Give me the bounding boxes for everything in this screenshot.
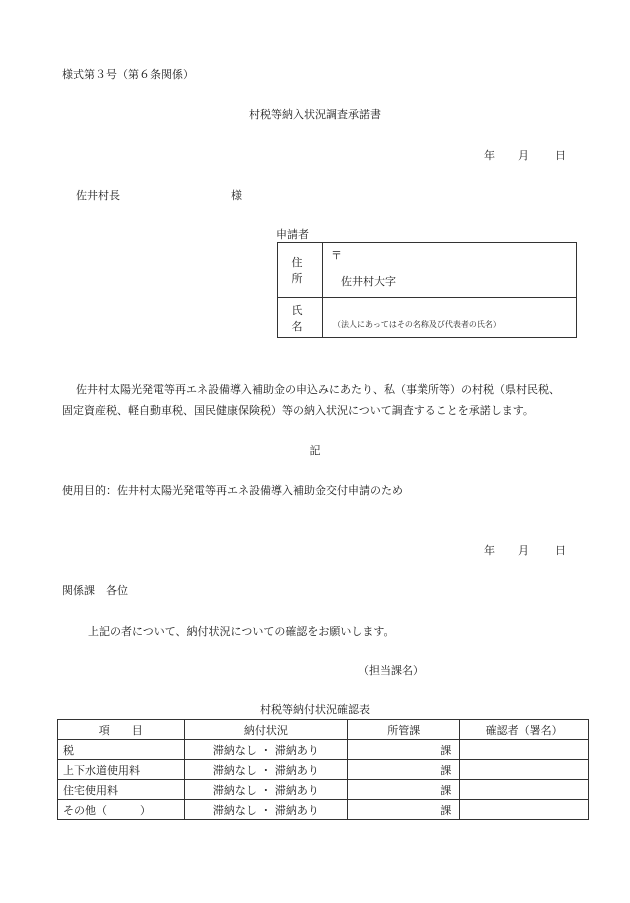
applicant-heading: 申請者 [276,228,309,241]
ki-heading: 記 [309,444,321,457]
section-in-charge: （担当課名） [358,664,424,677]
header-confirmer: 確認者（署名） [460,720,589,740]
row-dept[interactable]: 課 [348,800,460,820]
row-dept[interactable]: 課 [348,740,460,760]
postal-mark: 〒 [331,249,342,262]
confirm-table-title: 村税等納付状況確認表 [260,703,370,716]
consent-text-line1: 佐井村太陽光発電等再エネ設備導入補助金の申込みにあたり、私（事業所等）の村税（県村民税、 [76,383,560,396]
addressee-honorific: 様 [231,189,242,202]
row-confirmer[interactable] [460,760,589,780]
date2-month: 月 [518,544,529,557]
row-item: 上下水道使用料 [58,760,185,780]
row-dept[interactable]: 課 [348,780,460,800]
date2-year: 年 [484,544,495,557]
row-item: 住宅使用料 [58,780,185,800]
name-label: 氏 名 [278,298,323,338]
row-status[interactable]: 滞納なし ・ 滞納あり [184,780,348,800]
table-header-row [58,720,589,740]
header-status: 納付状況 [184,720,348,740]
date-year: 年 [484,149,495,162]
row-dept[interactable]: 課 [348,760,460,780]
table-row [58,760,589,780]
consent-text-line2: 固定資産税、軽自動車税、国民健康保険税）等の納入状況について調査することを承諾します。 [62,404,534,417]
request-text: 上記の者について、納付状況についての確認をお願いします。 [88,625,395,638]
row-item: 税 [58,740,185,760]
table-row [58,800,589,820]
purpose: 使用目的：佐井村太陽光発電等再エネ設備導入補助金交付申請のため [62,484,403,497]
row-status[interactable]: 滞納なし ・ 滞納あり [184,740,348,760]
date-day: 日 [555,149,566,162]
confirm-table [57,719,589,820]
address-value: 佐井村大字 [341,275,396,288]
address-cell[interactable] [323,243,577,298]
address-label: 住 所 [278,243,323,298]
applicant-table [277,242,577,338]
name-note: （法人にあってはその名称及び代表者の氏名） [333,320,501,329]
row-confirmer[interactable] [460,780,589,800]
row-status[interactable]: 滞納なし ・ 滞納あり [184,800,348,820]
header-dept: 所管課 [348,720,460,740]
header-item: 項 目 [58,720,185,740]
table-row [58,740,589,760]
row-confirmer[interactable] [460,740,589,760]
name-cell[interactable] [323,298,577,338]
date2-day: 日 [555,544,566,557]
date-month: 月 [518,149,529,162]
table-row [58,780,589,800]
addressee-name: 佐井村長 [76,189,120,202]
form-number: 様式第３号（第６条関係） [62,68,194,81]
recipient: 関係課 各位 [62,584,128,597]
row-status[interactable]: 滞納なし ・ 滞納あり [184,760,348,780]
document-title: 村税等納入状況調査承諾書 [249,108,381,121]
row-confirmer[interactable] [460,800,589,820]
row-item: その他（ ） [58,800,185,820]
